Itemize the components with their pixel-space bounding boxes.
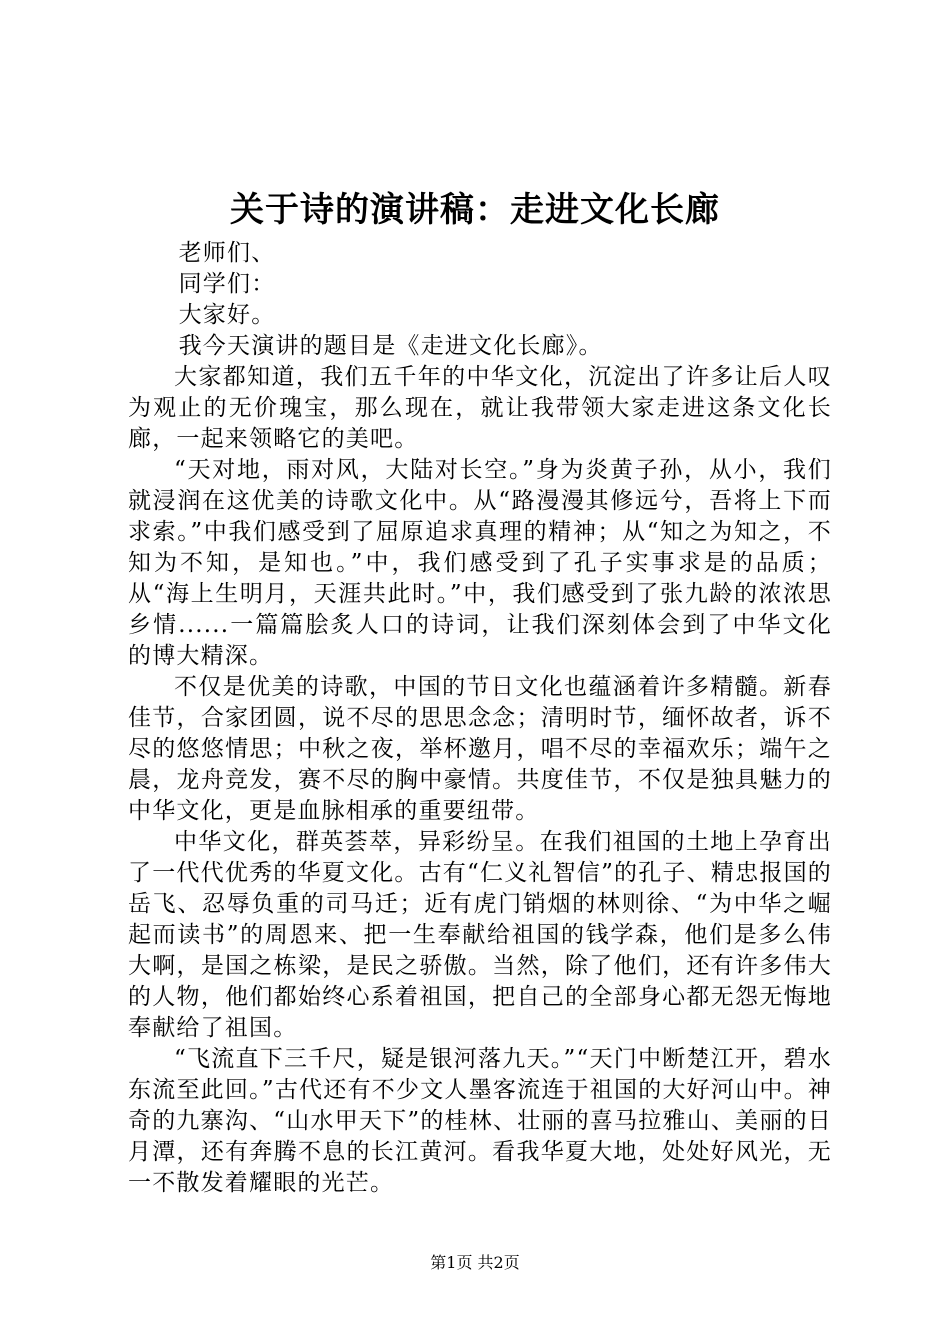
greeting: 大家好。 — [178, 302, 276, 328]
salutation-students: 同学们： — [178, 271, 276, 297]
paragraph-landscape: “飞流直下三千尺，疑是银河落九天。”“天门中断楚江开，碧水东流至此回。”古代还有不少文人墨客流连于祖国的大好河山中。神奇的九寨沟、“山水甲天下”的桂林、壮丽的喜马拉雅山、美丽的日月潭，还有奔腾不息的长江黄河。看我华夏大地，处处好风光，无一不散发着耀眼的光芒。 — [128, 1046, 832, 1196]
document-title: 关于诗的演讲稿：走进文化长廊 — [230, 190, 720, 230]
page-number-footer: 第1页 共2页 — [430, 1253, 520, 1272]
salutation-teachers: 老师们、 — [178, 240, 276, 266]
speech-topic: 我今天演讲的题目是《走进文化长廊》。 — [178, 333, 603, 359]
document-body — [128, 238, 832, 1199]
paragraph-heroes: 中华文化，群英荟萃，异彩纷呈。在我们祖国的土地上孕育出了一代代优秀的华夏文化。古有“仁义礼智信”的孔子、精忠报国的岳飞、忍辱负重的司马迁；近有虎门销烟的林则徐、“为中华之崛起而读书”的周恩来、把一生奉献给祖国的钱学森，他们是多么伟大啊，是国之栋梁，是民之骄傲。当然，除了他们，还有许多伟大的人物，他们都始终心系着祖国，把自己的全部身心都无怨无悔地奉献给了祖国。 — [128, 829, 832, 1041]
paragraph-festivals: 不仅是优美的诗歌，中国的节日文化也蕴涵着许多精髓。新春佳节，合家团圆，说不尽的思思念念；清明时节，缅怀故者，诉不尽的悠悠情思；中秋之夜，举杯邀月，唱不尽的幸福欢乐；端午之晨，龙舟竞发，赛不尽的胸中豪情。共度佳节，不仅是独具魅力的中华文化，更是血脉相承的重要纽带。 — [128, 674, 832, 824]
paragraph-intro: 大家都知道，我们五千年的中华文化，沉淀出了许多让后人叹为观止的无价瑰宝，那么现在，就让我带领大家走进这条文化长廊，一起来领略它的美吧。 — [128, 364, 832, 452]
paragraph-poetry: “天对地，雨对风，大陆对长空。”身为炎黄子孙，从小，我们就浸润在这优美的诗歌文化中。从“路漫漫其修远兮，吾将上下而求索。”中我们感受到了屈原追求真理的精神；从“知之为知之，不知为不知，是知也。”中，我们感受到了孔子实事求是的品质；从“海上生明月，天涯共此时。”中，我们感受到了张九龄的浓浓思乡情......一篇篇脍炙人口的诗词，让我们深刻体会到了中华文化的博大精深。 — [128, 457, 832, 669]
